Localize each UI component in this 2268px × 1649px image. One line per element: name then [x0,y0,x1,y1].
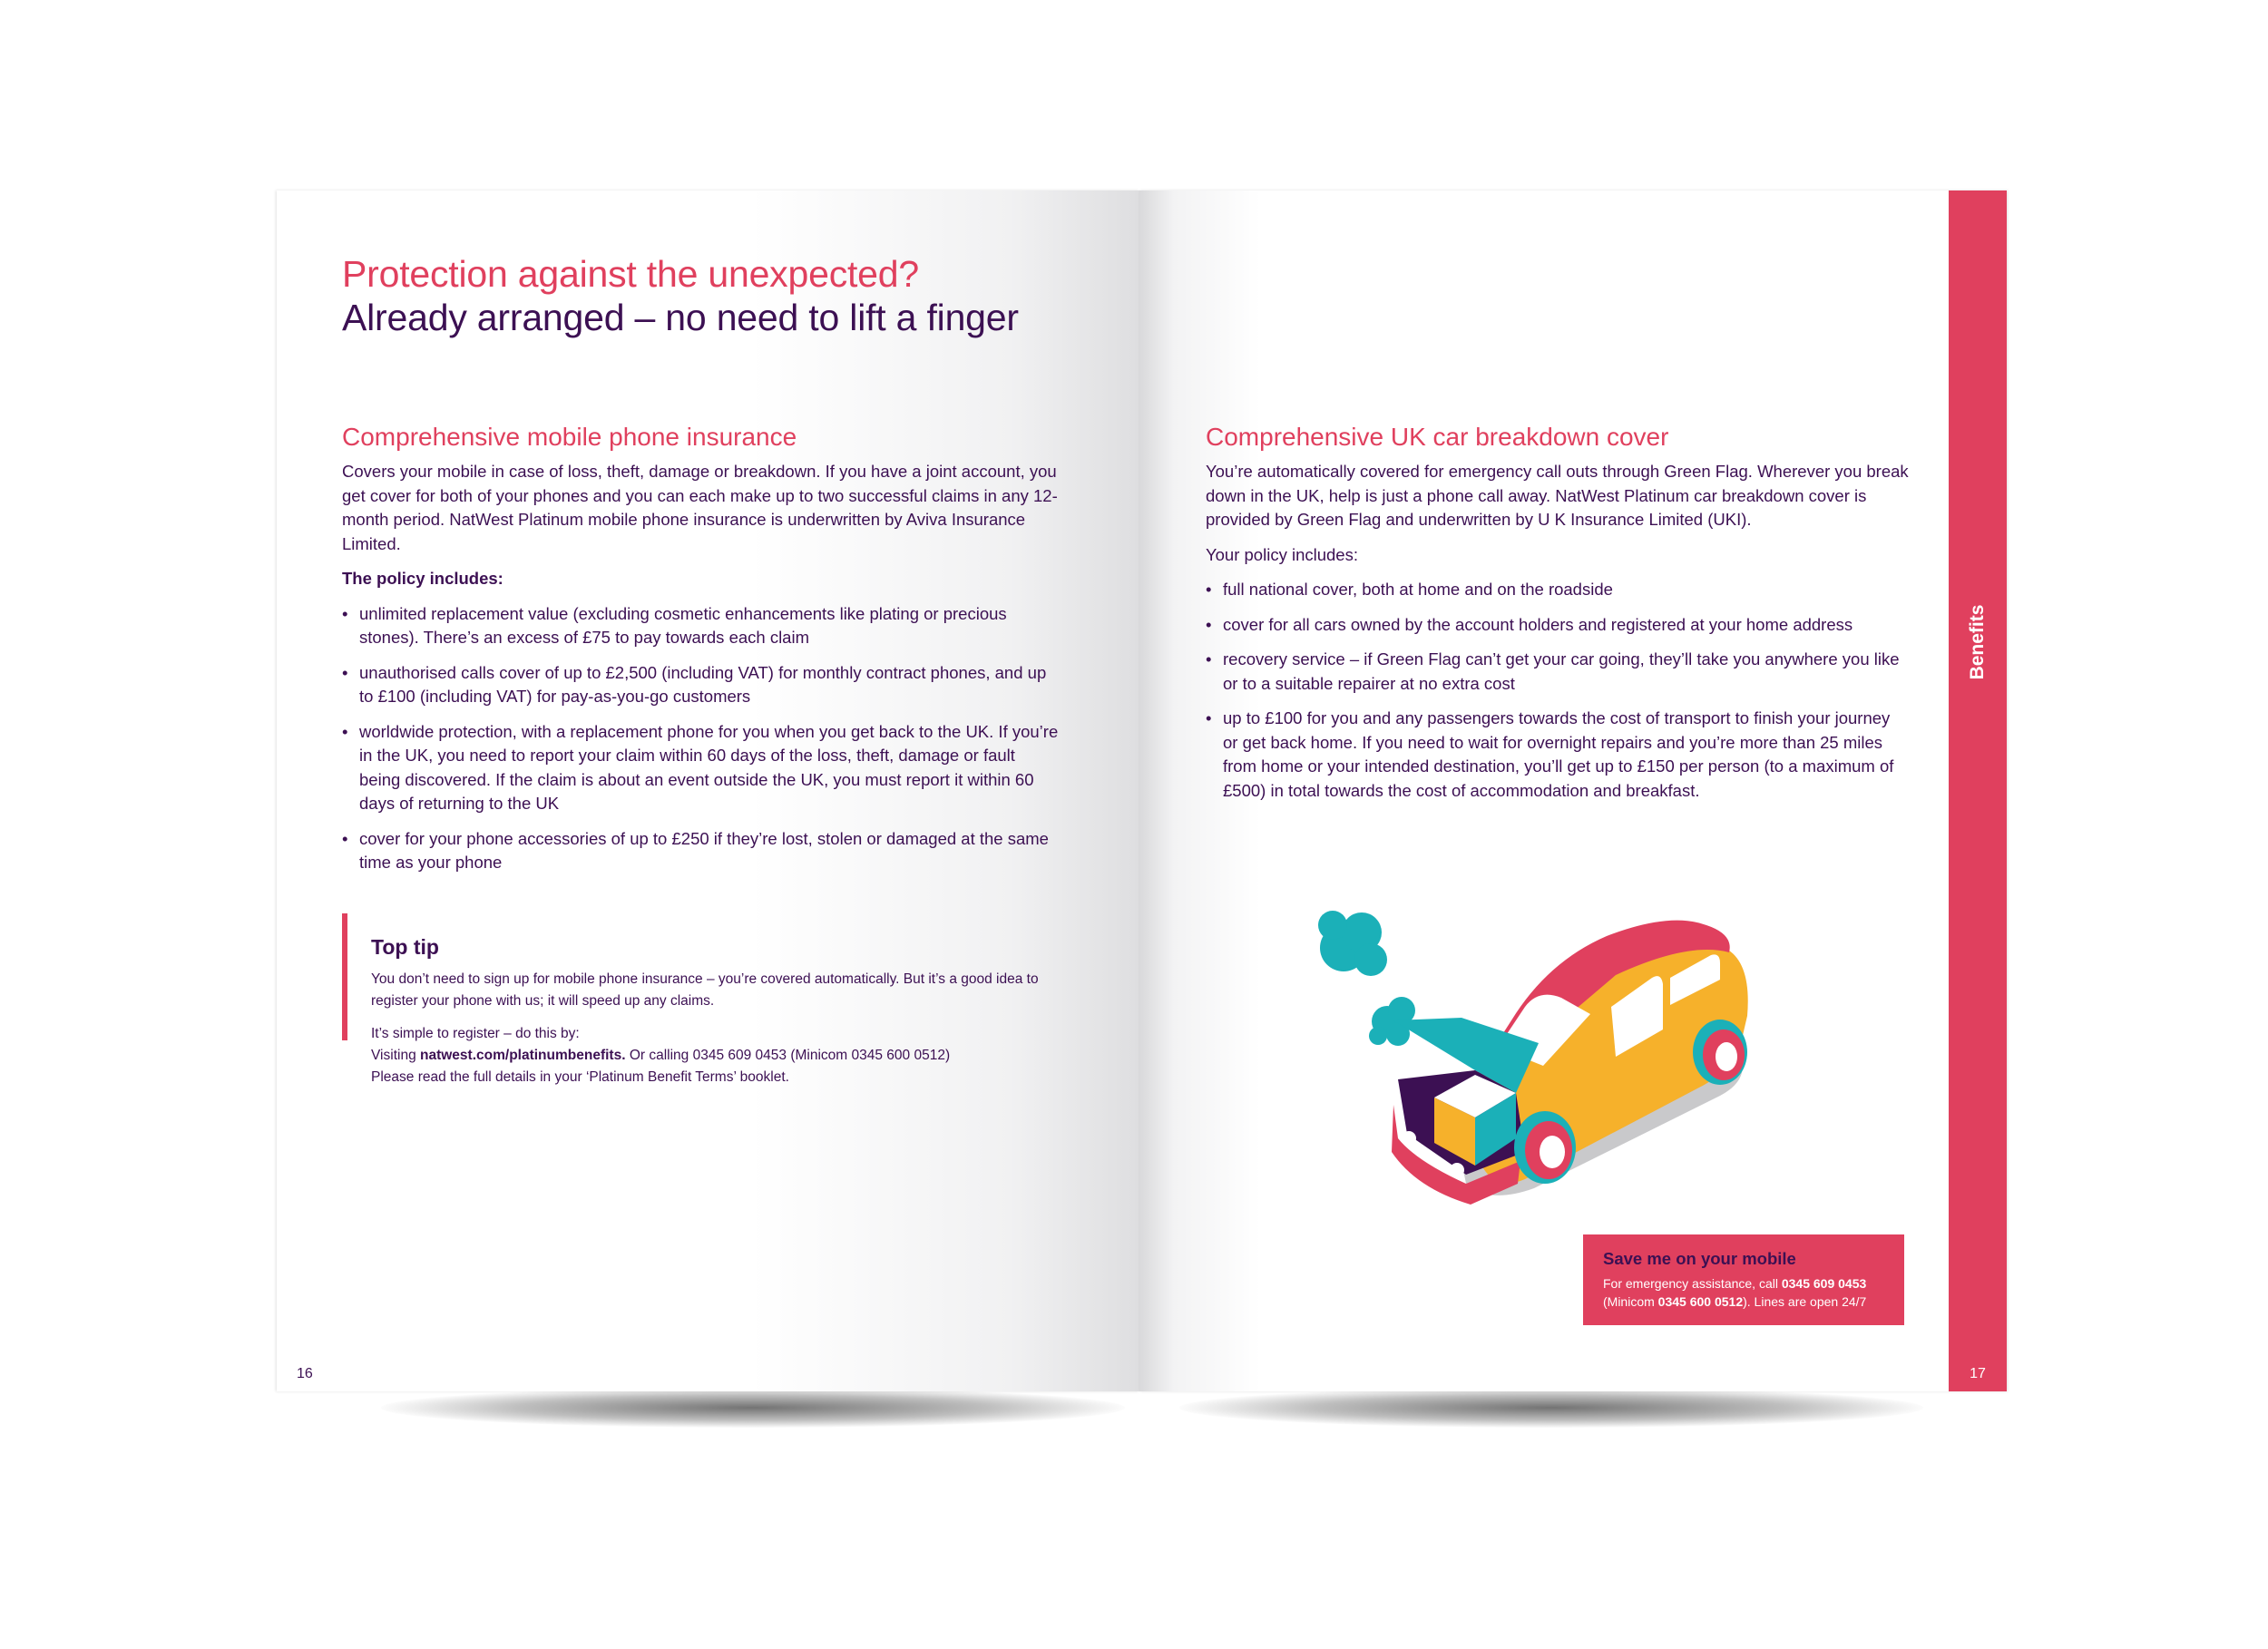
mobile-policy-list [342,602,1059,875]
page-title-line1: Protection against the unexpected? [342,253,919,295]
save-me-details [1603,1274,1893,1311]
emergency-prefix: For emergency assistance, call [1603,1276,1782,1291]
left-page-shadow [381,1388,1125,1428]
page-title-line2: Already arranged – no need to lift a finger [342,297,1019,338]
mobile-insurance-content [342,460,1059,886]
top-tip-register-intro: It’s simple to register – do this by: [371,1026,580,1041]
page-number-left: 16 [297,1366,313,1381]
platinum-benefits-link[interactable]: natwest.com/platinumbenefits. [420,1048,626,1063]
mobile-insurance-intro: Covers your mobile in case of loss, theft, damage or breakdown. If you have a joint account, you get cover for both of your phones and you can each make up to two successful claims in any 12-month period. NatWest Platinum mobile phone insurance is underwritten by Aviva Insurance Limited. [342,462,1058,553]
emergency-line [1603,1274,1893,1293]
minicom-suffix: ). Lines are open 24/7 [1743,1294,1867,1309]
car-breakdown-heading: Comprehensive UK car breakdown cover [1206,423,1669,451]
list-item: • cover for all cars owned by the account holders and registered at your home address [1206,613,1909,638]
top-tip-box [371,935,1070,1088]
your-policy-includes-heading: Your policy includes: [1206,544,1358,564]
car-policy-list [1206,578,1909,803]
save-me-box [1583,1234,1904,1325]
right-page [1139,190,2007,1391]
list-item: • full national cover, both at home and on the roadside [1206,578,1909,602]
car-breakdown-content [1206,460,1909,814]
right-page-shadow [1179,1388,1923,1428]
minicom-number[interactable]: 0345 600 0512 [1657,1294,1744,1309]
page-number-right: 17 [1970,1366,1986,1381]
emergency-number[interactable]: 0345 609 0453 [1781,1276,1867,1291]
top-tip-visiting-line [371,1045,1070,1067]
minicom-prefix: (Minicom [1603,1294,1658,1309]
top-tip-text: You don’t need to sign up for mobile phone insurance – you’re covered automatically. But it’s a good idea to register your phone with us; it will speed up any claims. [371,971,1039,1009]
list-item: • worldwide protection, with a replacement phone for you when you get back to the UK. If you’re in the UK, you need to report your claim within 60 days of the loss, theft, damage or fault being discovered. If the claim is about an event outside the UK, you must report it within 60 days of returning to the UK [342,720,1059,816]
mobile-insurance-heading: Comprehensive mobile phone insurance [342,423,797,451]
broken-down-car-icon [1307,862,1779,1225]
visiting-prefix: Visiting [371,1048,420,1063]
top-tip-title: Top tip [371,935,439,959]
list-item: • unauthorised calls cover of up to £2,500 (including VAT) for monthly contract phones, and up to £100 (including VAT) for pay-as-you-go customers [342,661,1059,709]
list-item: • unlimited replacement value (excluding cosmetic enhancements like plating or precious stones). There’s an excess of £75 to pay towards each claim [342,602,1059,650]
list-item: • recovery service – if Green Flag can’t get your car going, they’ll take you anywhere you like or to a suitable repairer at no extra cost [1206,648,1909,696]
side-tab-label: Benefits [1967,604,1988,680]
benefits-side-tab [1949,190,2007,1391]
policy-includes-heading: The policy includes: [342,569,503,588]
minicom-line [1603,1293,1893,1311]
car-breakdown-intro: You’re automatically covered for emergency call outs through Green Flag. Wherever you break down in the UK, help is just a phone call away. NatWest Platinum car breakdown cover is provided by Green Flag and underwritten by U K Insurance Limited (UKI). [1206,462,1909,529]
calling-text: Or calling 0345 609 0453 (Minicom 0345 600 0512) [625,1048,951,1063]
list-item: • up to £100 for you and any passengers towards the cost of transport to finish your journey or get back home. If you need to wait for overnight repairs and you’re more than 25 miles from home or your intended destination, you’ll get up to £150 per person (to a maximum of £500) in total towards the cost of accommodation and breakfast. [1206,707,1909,803]
save-me-title: Save me on your mobile [1603,1249,1796,1268]
top-tip-accent-bar [342,913,347,1040]
list-item: • cover for your phone accessories of up to £250 if they’re lost, stolen or damaged at the same time as your phone [342,827,1059,875]
top-tip-terms-note: Please read the full details in your ‘Platinum Benefit Terms’ booklet. [371,1069,789,1085]
left-page [277,190,1139,1391]
